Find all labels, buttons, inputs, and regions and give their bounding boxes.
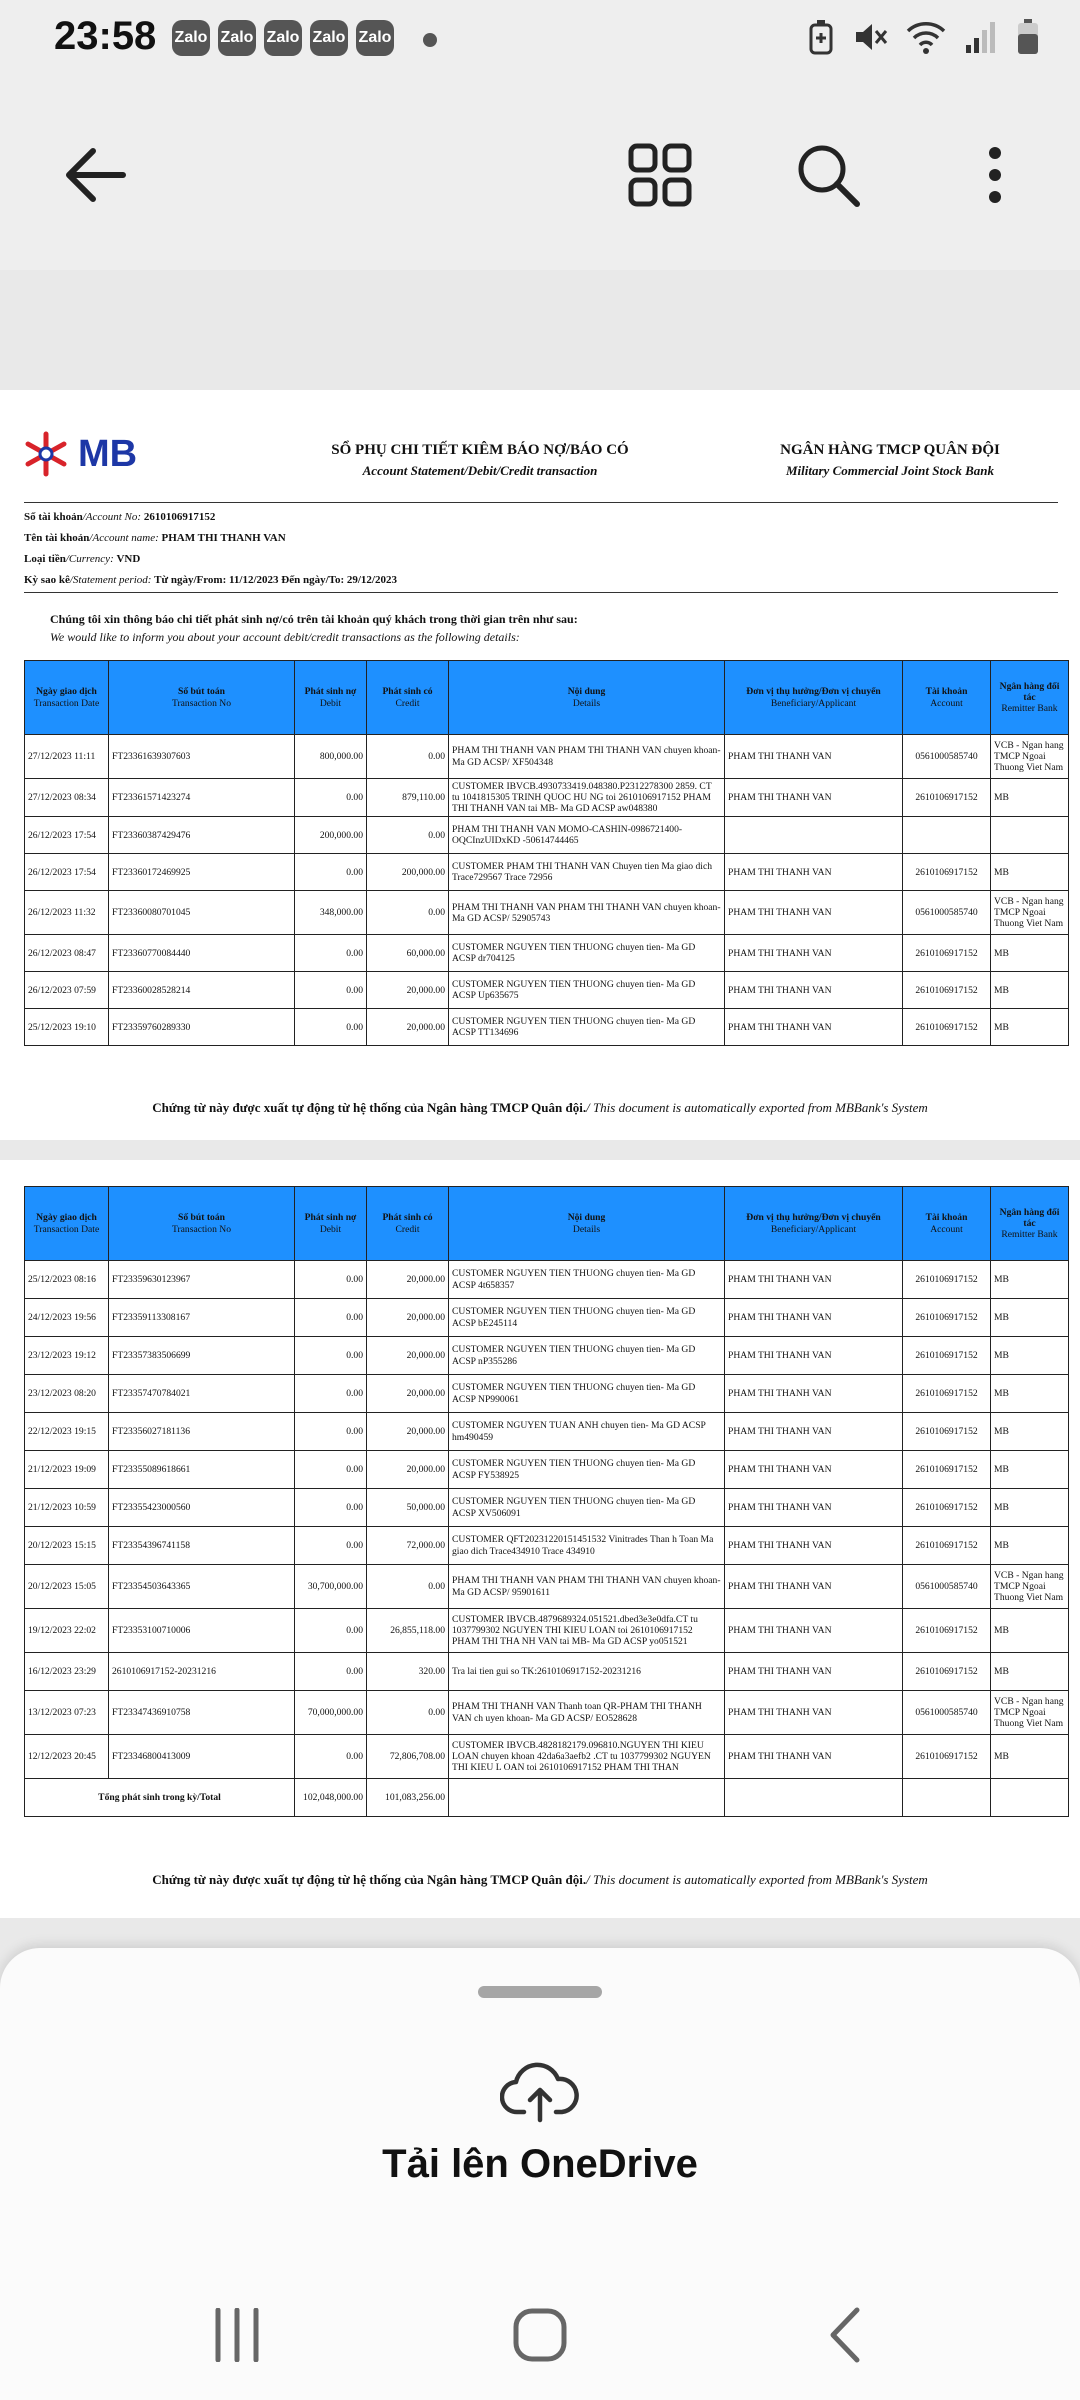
bank-name <box>740 442 1040 479</box>
cell-party: PHAM THI THANH VAN <box>725 1653 903 1691</box>
cell-date: 27/12/2023 11:11 <box>25 735 109 779</box>
cell-party: PHAM THI THANH VAN <box>725 1489 903 1527</box>
cell-txn: FT23359630123967 <box>109 1261 295 1299</box>
cell-account: 0561000585740 <box>903 1565 991 1609</box>
table-row <box>25 972 1069 1009</box>
statement-page-1 <box>0 390 1080 1140</box>
cell-date: 26/12/2023 17:54 <box>25 854 109 891</box>
cell-credit: 879,110.00 <box>367 779 449 817</box>
recents-icon <box>212 2308 262 2362</box>
search-button[interactable] <box>773 120 883 230</box>
cell-details: CUSTOMER NGUYEN TIEN THUONG chuyen tien- Ma GD ACSP XV506091 <box>449 1489 725 1527</box>
battery-saver-icon <box>808 19 834 55</box>
cell-date: 23/12/2023 08:20 <box>25 1375 109 1413</box>
cell-account: 2610106917152 <box>903 854 991 891</box>
cell-party: PHAM THI THANH VAN <box>725 1451 903 1489</box>
cell-details: CUSTOMER IBVCB.4879689324.051521.dbed3e3e0dfa.CT tu 1037799302 NGUYEN THI KIEU LOAN toi 2610106917152 PHAM THI THA NH VAN tai MB- Ma GD ACSP yo051521 <box>449 1609 725 1653</box>
cell-credit: 50,000.00 <box>367 1489 449 1527</box>
cell-credit: 200,000.00 <box>367 854 449 891</box>
page-footer: Chứng từ này được xuất tự động từ hệ thống của Ngân hàng TMCP Quân đội./ This document is automatically exported from MBBank's System <box>152 1872 928 1887</box>
cell-debit: 0.00 <box>295 1337 367 1375</box>
cell-date: 26/12/2023 17:54 <box>25 817 109 854</box>
bank-name-en: Military Commercial Joint Stock Bank <box>785 463 995 478</box>
cell-txn: FT23360387429476 <box>109 817 295 854</box>
zalo-notification-icon: Zalo <box>356 20 394 56</box>
transactions-table-2 <box>24 1186 1069 1817</box>
column-header: Số bút toán Transaction No <box>109 1187 295 1261</box>
cell-txn: FT23357470784021 <box>109 1375 295 1413</box>
table-row <box>25 1009 1069 1046</box>
cell-txn: FT23360080701045 <box>109 891 295 935</box>
cell-date: 27/12/2023 08:34 <box>25 779 109 817</box>
more-vert-icon <box>987 145 1003 205</box>
cell-txn: FT23354503643365 <box>109 1565 295 1609</box>
viewer-toolbar <box>0 80 1080 270</box>
table-row <box>25 1375 1069 1413</box>
cell-credit: 0.00 <box>367 817 449 854</box>
system-nav-bar <box>0 2270 1080 2400</box>
home-icon <box>512 2307 568 2363</box>
cell-date: 26/12/2023 08:47 <box>25 935 109 972</box>
cell-details: PHAM THI THANH VAN PHAM THI THANH VAN chuyen khoan- Ma GD ACSP/ 52905743 <box>449 891 725 935</box>
empty-cell <box>991 1779 1069 1817</box>
cell-txn: FT23355423000560 <box>109 1489 295 1527</box>
column-header: Nội dung Details <box>449 661 725 735</box>
cell-bank: VCB - Ngan hang TMCP Ngoai Thuong Viet Nam <box>991 891 1069 935</box>
cell-bank: MB <box>991 1527 1069 1565</box>
cell-details: CUSTOMER QFT20231220151451532 Vinitrades Than h Toan Ma giao dich Trace434910 Trace 434910 <box>449 1527 725 1565</box>
table-row <box>25 817 1069 854</box>
battery-icon <box>1016 18 1040 56</box>
grid-icon <box>628 143 692 207</box>
cell-party <box>725 817 903 854</box>
cell-credit: 72,806,708.00 <box>367 1735 449 1779</box>
cell-party: PHAM THI THANH VAN <box>725 1375 903 1413</box>
cell-txn: FT23359760289330 <box>109 1009 295 1046</box>
zalo-notification-icon: Zalo <box>310 20 348 56</box>
mb-star-icon <box>22 430 70 478</box>
cell-details: CUSTOMER NGUYEN TIEN THUONG chuyen tien- Ma GD ACSP dr704125 <box>449 935 725 972</box>
cell-details: CUSTOMER NGUYEN TIEN THUONG chuyen tien- Ma GD ACSP TT134696 <box>449 1009 725 1046</box>
cell-debit: 0.00 <box>295 972 367 1009</box>
column-header: Ngân hàng đối tác Remitter Bank <box>991 1187 1069 1261</box>
upload-onedrive-label[interactable]: Tải lên OneDrive <box>382 2142 698 2186</box>
cell-txn: FT23354396741158 <box>109 1527 295 1565</box>
mb-logo-text: MB <box>78 432 138 475</box>
cell-party: PHAM THI THANH VAN <box>725 735 903 779</box>
cell-account: 2610106917152 <box>903 1337 991 1375</box>
cell-date: 26/12/2023 11:32 <box>25 891 109 935</box>
table-row <box>25 1691 1069 1735</box>
cell-date: 20/12/2023 15:15 <box>25 1527 109 1565</box>
cell-date: 16/12/2023 23:29 <box>25 1653 109 1691</box>
cell-details: CUSTOMER NGUYEN TIEN THUONG chuyen tien- Ma GD ACSP 4t658357 <box>449 1261 725 1299</box>
cell-credit: 72,000.00 <box>367 1527 449 1565</box>
mb-logo <box>22 430 137 478</box>
statement-title <box>300 442 660 479</box>
notice-vi: Chúng tôi xin thông báo chi tiết phát sinh nợ/có trên tài khoản quý khách trong thời gian trên như sau: <box>50 612 578 626</box>
cell-debit: 30,700,000.00 <box>295 1565 367 1609</box>
cell-account: 2610106917152 <box>903 1261 991 1299</box>
cell-party: PHAM THI THANH VAN <box>725 1337 903 1375</box>
cell-details: CUSTOMER NGUYEN TIEN THUONG chuyen tien- Ma GD ACSP Up635675 <box>449 972 725 1009</box>
title-en: Account Statement/Debit/Credit transaction <box>362 463 598 478</box>
search-icon <box>795 142 861 208</box>
account-no-line: Số tài khoản/Account No: 2610106917152 <box>24 511 216 523</box>
cell-credit: 20,000.00 <box>367 1375 449 1413</box>
cell-credit: 0.00 <box>367 1691 449 1735</box>
cell-bank: MB <box>991 1009 1069 1046</box>
cell-bank: VCB - Ngan hang TMCP Ngoai Thuong Viet Nam <box>991 1691 1069 1735</box>
cell-debit: 0.00 <box>295 1653 367 1691</box>
cell-txn: FT23347436910758 <box>109 1691 295 1735</box>
cell-date: 22/12/2023 19:15 <box>25 1413 109 1451</box>
cell-bank: MB <box>991 1375 1069 1413</box>
total-label: Tổng phát sinh trong kỳ/Total <box>25 1779 295 1817</box>
info-rule <box>24 592 1058 593</box>
table-row <box>25 735 1069 779</box>
cell-bank: MB <box>991 1609 1069 1653</box>
cell-debit: 0.00 <box>295 935 367 972</box>
mute-icon <box>852 19 888 55</box>
back-button[interactable] <box>40 120 150 230</box>
cell-txn: FT23359113308167 <box>109 1299 295 1337</box>
notice-en: We would like to inform you about your account debit/credit transactions as the following details: <box>50 630 520 644</box>
table-row <box>25 1527 1069 1565</box>
back-nav-button[interactable] <box>800 2290 890 2380</box>
cell-details: CUSTOMER IBVCB.4828182179.096810.NGUYEN THI KIEU LOAN chuyen khoan 42da6a3aefb2 .CT tu 1037799302 NGUYEN THI KIEU L OAN toi 2610106917152 PHAM THI THAN <box>449 1735 725 1779</box>
cell-details: CUSTOMER NGUYEN TUAN ANH chuyen tien- Ma GD ACSP hm490459 <box>449 1413 725 1451</box>
title-vi: SỔ PHỤ CHI TIẾT KIÊM BÁO NỢ/BÁO CÓ <box>331 442 629 458</box>
page-grid-button[interactable] <box>605 120 715 230</box>
cell-date: 26/12/2023 07:59 <box>25 972 109 1009</box>
cell-bank: MB <box>991 1451 1069 1489</box>
cell-txn: FT23353100710006 <box>109 1609 295 1653</box>
column-header: Nội dung Details <box>449 1187 725 1261</box>
cell-credit: 0.00 <box>367 891 449 935</box>
cell-bank: MB <box>991 854 1069 891</box>
cell-details: Tra lai tien gui so TK:2610106917152-20231216 <box>449 1653 725 1691</box>
cell-details: PHAM THI THANH VAN PHAM THI THANH VAN chuyen khoan- Ma GD ACSP/ XF504348 <box>449 735 725 779</box>
cell-credit: 20,000.00 <box>367 972 449 1009</box>
cell-account: 2610106917152 <box>903 1527 991 1565</box>
empty-cell <box>449 1779 725 1817</box>
cell-debit: 0.00 <box>295 1609 367 1653</box>
account-name-line: Tên tài khoản/Account name: PHAM THI THANH VAN <box>24 532 286 544</box>
cell-credit: 0.00 <box>367 735 449 779</box>
table-row <box>25 1413 1069 1451</box>
arrow-left-icon <box>63 148 127 202</box>
cell-party: PHAM THI THANH VAN <box>725 1527 903 1565</box>
cell-date: 20/12/2023 15:05 <box>25 1565 109 1609</box>
cell-bank: MB <box>991 1413 1069 1451</box>
cell-details: PHAM THI THANH VAN MOMO-CASHIN-0986721400-OQCInzUIDxKD -50614744465 <box>449 817 725 854</box>
cell-details: CUSTOMER NGUYEN TIEN THUONG chuyen tien- Ma GD ACSP NP990061 <box>449 1375 725 1413</box>
cell-party: PHAM THI THANH VAN <box>725 1691 903 1735</box>
cell-account: 2610106917152 <box>903 972 991 1009</box>
zalo-notification-icon: Zalo <box>264 20 302 56</box>
cell-account: 2610106917152 <box>903 1375 991 1413</box>
cell-credit: 26,855,118.00 <box>367 1609 449 1653</box>
column-header: Phát sinh có Credit <box>367 1187 449 1261</box>
column-header: Đơn vị thụ hưởng/Đơn vị chuyển Beneficiary/Applicant <box>725 661 903 735</box>
table-row <box>25 891 1069 935</box>
cell-credit: 60,000.00 <box>367 935 449 972</box>
cell-account: 2610106917152 <box>903 1653 991 1691</box>
signal-icon <box>964 19 998 55</box>
cell-details: PHAM THI THANH VAN PHAM THI THANH VAN chuyen khoan- Ma GD ACSP/ 95901611 <box>449 1565 725 1609</box>
table-row <box>25 779 1069 817</box>
column-header: Phát sinh có Credit <box>367 661 449 735</box>
wifi-icon <box>906 19 946 55</box>
cell-date: 25/12/2023 19:10 <box>25 1009 109 1046</box>
zalo-notification-icon: Zalo <box>172 20 210 56</box>
cell-debit: 0.00 <box>295 1299 367 1337</box>
cell-txn: FT23361639307603 <box>109 735 295 779</box>
cell-txn: FT23360770084440 <box>109 935 295 972</box>
cell-bank: VCB - Ngan hang TMCP Ngoai Thuong Viet Nam <box>991 1565 1069 1609</box>
cell-txn: FT23361571423274 <box>109 779 295 817</box>
cell-debit: 0.00 <box>295 1451 367 1489</box>
cell-debit: 0.00 <box>295 1375 367 1413</box>
table-row <box>25 1609 1069 1653</box>
period-line: Kỳ sao kê/Statement period: Từ ngày/From: 11/12/2023 Đến ngày/To: 29/12/2023 <box>24 574 397 586</box>
cell-bank: MB <box>991 1261 1069 1299</box>
cell-account: 0561000585740 <box>903 735 991 779</box>
cell-details: CUSTOMER PHAM THI THANH VAN Chuyen tien Ma giao dich Trace729567 Trace 72956 <box>449 854 725 891</box>
cell-bank: MB <box>991 972 1069 1009</box>
table-row <box>25 1451 1069 1489</box>
header-rule <box>24 502 1058 503</box>
currency-line: Loại tiền/Currency: VND <box>24 553 141 565</box>
empty-cell <box>725 1779 903 1817</box>
cell-details: PHAM THI THANH VAN Thanh toan QR-PHAM THI THANH VAN ch uyen khoan- Ma GD ACSP/ EO528628 <box>449 1691 725 1735</box>
cell-debit: 0.00 <box>295 1735 367 1779</box>
cell-bank: MB <box>991 1735 1069 1779</box>
cell-party: PHAM THI THANH VAN <box>725 1299 903 1337</box>
table-row <box>25 1261 1069 1299</box>
column-header: Ngày giao dịch Transaction Date <box>25 661 109 735</box>
cell-date: 12/12/2023 20:45 <box>25 1735 109 1779</box>
cell-debit: 0.00 <box>295 1261 367 1299</box>
cell-bank: MB <box>991 1299 1069 1337</box>
cell-date: 21/12/2023 19:09 <box>25 1451 109 1489</box>
cell-credit: 320.00 <box>367 1653 449 1691</box>
cell-credit: 0.00 <box>367 1565 449 1609</box>
cell-debit: 0.00 <box>295 779 367 817</box>
cell-date: 25/12/2023 08:16 <box>25 1261 109 1299</box>
cell-account: 0561000585740 <box>903 891 991 935</box>
table-row <box>25 1337 1069 1375</box>
table-row <box>25 935 1069 972</box>
page-footer: Chứng từ này được xuất tự động từ hệ thống của Ngân hàng TMCP Quân đội./ This document is automatically exported from MBBank's System <box>152 1100 928 1115</box>
cell-credit: 20,000.00 <box>367 1337 449 1375</box>
cell-details: CUSTOMER NGUYEN TIEN THUONG chuyen tien- Ma GD ACSP nP355286 <box>449 1337 725 1375</box>
cell-debit: 70,000,000.00 <box>295 1691 367 1735</box>
column-header: Phát sinh nợ Debit <box>295 661 367 735</box>
cell-date: 13/12/2023 07:23 <box>25 1691 109 1735</box>
cell-credit: 20,000.00 <box>367 1261 449 1299</box>
cell-debit: 200,000.00 <box>295 817 367 854</box>
cell-party: PHAM THI THANH VAN <box>725 935 903 972</box>
cell-account: 2610106917152 <box>903 1735 991 1779</box>
cell-date: 21/12/2023 10:59 <box>25 1489 109 1527</box>
cell-party: PHAM THI THANH VAN <box>725 1609 903 1653</box>
cell-details: CUSTOMER IBVCB.4930733419.048380.P2312278300 2859. CT tu 1041815305 TRINH QUOC HU NG toi 2610106917152 PHAM THI THANH VAN tai MB- Ma GD ACSP aw048380 <box>449 779 725 817</box>
cell-bank: MB <box>991 1489 1069 1527</box>
transactions-table-1 <box>24 660 1069 1046</box>
cell-debit: 0.00 <box>295 1009 367 1046</box>
cell-date: 19/12/2023 22:02 <box>25 1609 109 1653</box>
cell-txn: FT23346800413009 <box>109 1735 295 1779</box>
cell-account: 0561000585740 <box>903 1691 991 1735</box>
cell-date: 23/12/2023 19:12 <box>25 1337 109 1375</box>
cell-debit: 0.00 <box>295 1413 367 1451</box>
cell-details: CUSTOMER NGUYEN TIEN THUONG chuyen tien- Ma GD ACSP FY538925 <box>449 1451 725 1489</box>
column-header: Ngày giao dịch Transaction Date <box>25 1187 109 1261</box>
cell-debit: 348,000.00 <box>295 891 367 935</box>
status-bar <box>0 0 1080 80</box>
total-row <box>25 1779 1069 1817</box>
cell-credit: 20,000.00 <box>367 1451 449 1489</box>
table-row <box>25 1489 1069 1527</box>
more-notifications-dot <box>423 33 437 47</box>
column-header: Ngân hàng đối tác Remitter Bank <box>991 661 1069 735</box>
cell-party: PHAM THI THANH VAN <box>725 1009 903 1046</box>
sheet-drag-handle[interactable] <box>478 1986 602 1998</box>
recent-apps-button[interactable] <box>192 2290 282 2380</box>
cell-party: PHAM THI THANH VAN <box>725 854 903 891</box>
cell-party: PHAM THI THANH VAN <box>725 891 903 935</box>
chevron-left-icon <box>827 2306 863 2364</box>
cell-bank: MB <box>991 1653 1069 1691</box>
cell-party: PHAM THI THANH VAN <box>725 1261 903 1299</box>
column-header: Đơn vị thụ hưởng/Đơn vị chuyển Beneficiary/Applicant <box>725 1187 903 1261</box>
cell-txn: FT23357383506699 <box>109 1337 295 1375</box>
column-header: Số bút toán Transaction No <box>109 661 295 735</box>
more-options-button[interactable] <box>940 120 1050 230</box>
cell-account: 2610106917152 <box>903 1299 991 1337</box>
cell-txn: 2610106917152-20231216 <box>109 1653 295 1691</box>
cell-bank: VCB - Ngan hang TMCP Ngoai Thuong Viet Nam <box>991 735 1069 779</box>
table-header-row <box>25 1187 1069 1261</box>
cell-debit: 0.00 <box>295 1489 367 1527</box>
cell-account: 2610106917152 <box>903 1609 991 1653</box>
cell-bank: MB <box>991 935 1069 972</box>
cell-txn: FT23355089618661 <box>109 1451 295 1489</box>
cell-debit: 800,000.00 <box>295 735 367 779</box>
table-row <box>25 1735 1069 1779</box>
cell-party: PHAM THI THANH VAN <box>725 1735 903 1779</box>
table-row <box>25 1565 1069 1609</box>
cell-details: CUSTOMER NGUYEN TIEN THUONG chuyen tien- Ma GD ACSP bE245114 <box>449 1299 725 1337</box>
zalo-notification-icon: Zalo <box>218 20 256 56</box>
cell-account: 2610106917152 <box>903 1413 991 1451</box>
cell-txn: FT23356027181136 <box>109 1413 295 1451</box>
statement-page-2 <box>0 1160 1080 1918</box>
cell-txn: FT23360172469925 <box>109 854 295 891</box>
total-debit: 102,048,000.00 <box>295 1779 367 1817</box>
column-header: Phát sinh nợ Debit <box>295 1187 367 1261</box>
total-credit: 101,083,256.00 <box>367 1779 449 1817</box>
cell-party: PHAM THI THANH VAN <box>725 779 903 817</box>
column-header: Tài khoản Account <box>903 1187 991 1261</box>
cell-account: 2610106917152 <box>903 779 991 817</box>
status-time: 23:58 <box>54 14 157 58</box>
cell-bank: MB <box>991 779 1069 817</box>
cell-txn: FT23360028528214 <box>109 972 295 1009</box>
cell-party: PHAM THI THANH VAN <box>725 972 903 1009</box>
table-row <box>25 1299 1069 1337</box>
cell-account: 2610106917152 <box>903 1451 991 1489</box>
home-button[interactable] <box>495 2290 585 2380</box>
cell-account: 2610106917152 <box>903 1009 991 1046</box>
cell-account: 2610106917152 <box>903 935 991 972</box>
cell-credit: 20,000.00 <box>367 1413 449 1451</box>
cell-party: PHAM THI THANH VAN <box>725 1565 903 1609</box>
cell-date: 24/12/2023 19:56 <box>25 1299 109 1337</box>
empty-cell <box>903 1779 991 1817</box>
cell-bank <box>991 817 1069 854</box>
cell-bank: MB <box>991 1337 1069 1375</box>
cell-credit: 20,000.00 <box>367 1009 449 1046</box>
table-row <box>25 1653 1069 1691</box>
column-header: Tài khoản Account <box>903 661 991 735</box>
cell-debit: 0.00 <box>295 854 367 891</box>
table-row <box>25 854 1069 891</box>
cell-account: 2610106917152 <box>903 1489 991 1527</box>
cell-account <box>903 817 991 854</box>
system-icons <box>808 18 1040 56</box>
cloud-upload-icon[interactable] <box>500 2060 580 2129</box>
bank-name-vi: NGÂN HÀNG TMCP QUÂN ĐỘI <box>780 442 1000 458</box>
cell-debit: 0.00 <box>295 1527 367 1565</box>
table-header-row <box>25 661 1069 735</box>
cell-credit: 20,000.00 <box>367 1299 449 1337</box>
cell-party: PHAM THI THANH VAN <box>725 1413 903 1451</box>
